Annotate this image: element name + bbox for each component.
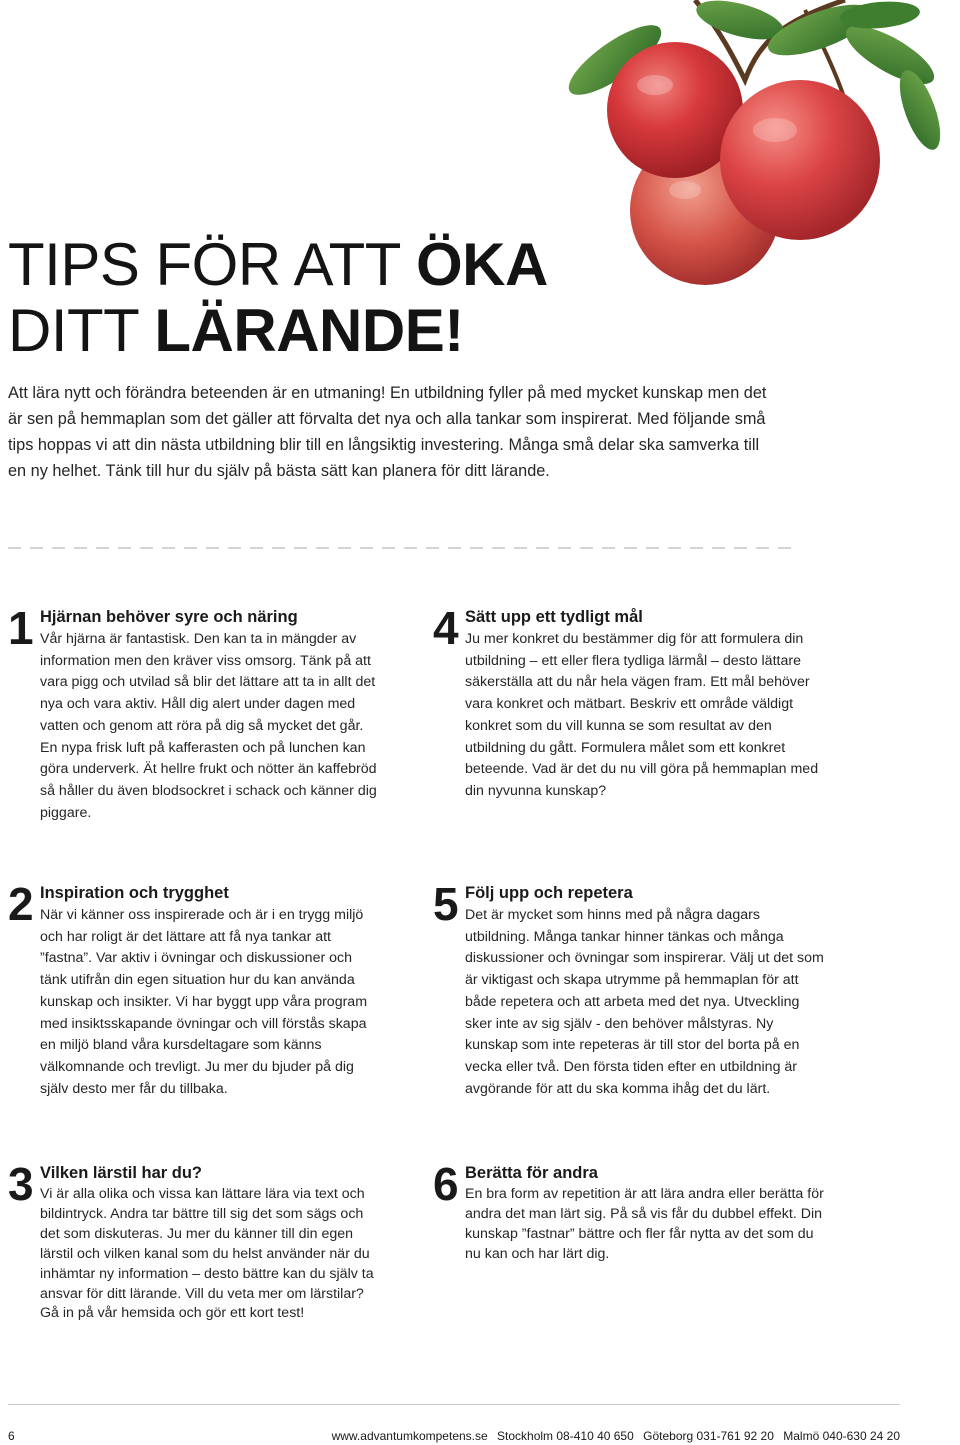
tip-body: Vår hjärna är fantastisk. Den kan ta in mängder av information men den kräver viss omsorg. Tänk på att vara pigg och utvilad så blir det lättare att ta in allt det nya och vara aktiv. Håll dig alert under dagen med vatten och genom att röra på dig så mycket det går. En nypa frisk luft på kafferasten och på lunchen kan göra underverk. Ät hellre frukt och nötter än kaffebröd så håller du även blodsockret i schack och känner dig piggare.: [40, 631, 377, 821]
tip-2: [8, 878, 380, 1100]
tip-body: Ju mer konkret du bestämmer dig för att formulera din utbildning – ett eller flera tydliga lärmål – desto lättare säkerställa att du når hela vägen fram. Ett mål behöver vara konkret och mätbart. Beskriv ett område väldigt konkret som du vill kunna se som resultat av den utbildning du gått. Formulera målet som ett konkret beteende. Vad är det du nu vill göra på hemmaplan med din nyvunna kunskap?: [465, 631, 819, 799]
tip-number: 1: [8, 602, 34, 654]
tip-6: [433, 1158, 825, 1265]
tip-number: 6: [433, 1158, 459, 1210]
apples-illustration: [545, 0, 960, 310]
tip-body: När vi känner oss inspirerade och är i en trygg miljö och har roligt är det lättare att få nya tankar att ”fastna”. Var aktiv i övningar och diskussioner och tänk utifrån din egen situation hur du kan använda kunskap och insikter. Vi har byggt upp våra program med insiktsskapande övningar och vill förstås skapa en miljö bland våra kursdeltagare som känns välkomnande och trevligt. Ju mer du bjuder på dig själv desto mer får du tillbaka.: [40, 907, 368, 1097]
tip-heading: Vilken lärstil har du?: [40, 1164, 202, 1182]
tip-5: [433, 878, 825, 1100]
tip-heading: Följ upp och repetera: [465, 884, 633, 902]
malmo-phone: Malmö 040-630 24 20: [783, 1429, 900, 1443]
title-line2-light: DITT: [8, 297, 155, 364]
tip-number: 2: [8, 878, 34, 930]
tip-heading: Hjärnan behöver syre och näring: [40, 608, 298, 626]
title-line2-bold: LÄRANDE!: [154, 297, 464, 364]
title-line1-bold: ÖKA: [416, 231, 548, 298]
footer-divider: [8, 1404, 900, 1405]
tip-body: Vi är alla olika och vissa kan lättare lära via text och bildintryck. Andra tar bättre till sig det som sägs och det som diskuteras. Ju mer du känner till din egen lärstil och vilken kanal som du helst använder när du inhämtar ny information – desto bättre kan du själv ta ansvar för ditt lärande. Vill du veta mer om lärstilar? Gå in på vår hemsida och gör ett kort test!: [40, 1186, 374, 1322]
tip-4: [433, 602, 825, 803]
intro-paragraph: Att lära nytt och förändra beteenden är en utmaning! En utbildning fyller på med mycket kunskap men det är sen på hemmaplan som det gäller att förvalta det nya och alla tankar som inspirerat. Med följande små tips hoppas vi att din nästa utbildning blir till en långsiktig investering. Många små delar ska samverka till en ny helhet. Tänk till hur du själv på bästa sätt kan planera för ditt lärande.: [8, 384, 767, 480]
tip-heading: Inspiration och trygghet: [40, 884, 229, 902]
title-line1-light: TIPS FÖR ATT: [8, 231, 416, 298]
tip-number: 4: [433, 602, 459, 654]
goteborg-phone: Göteborg 031-761 92 20: [643, 1429, 774, 1443]
tip-body: En bra form av repetition är att lära andra eller berätta för andra det man lärt sig. På så vis får du dubbel effekt. Din kunskap ”fastnar” bättre och fler får nytta av det som du nu kan och har lärt dig.: [465, 1186, 824, 1262]
dashed-divider: [8, 546, 800, 550]
tip-body: Det är mycket som hinns med på några dagars utbildning. Många tankar hinner tänkas och många diskussioner och övningar som inspirerar. Välj ut det som är viktigast och skapa utrymme på hemmaplan för att både repetera och att arbeta med det nya. Utveckling sker inte av sig själv - den behöver målstyras. Ny kunskap som inte repeteras är till stor del borta på en vecka eller två. Den första tiden efter en utbildning är avgörande för att du ska komma ihåg det du lärt.: [465, 907, 824, 1097]
tip-1: [8, 602, 380, 824]
page-number: 6: [8, 1429, 15, 1443]
stockholm-phone: Stockholm 08-410 40 650: [497, 1429, 634, 1443]
website-link[interactable]: www.advantumkompetens.se: [331, 1429, 488, 1443]
tip-number: 5: [433, 878, 459, 930]
tip-heading: Berätta för andra: [465, 1164, 598, 1182]
page-title: [8, 232, 548, 364]
footer-contact: [326, 1429, 900, 1443]
tip-3: [8, 1158, 380, 1324]
tip-heading: Sätt upp ett tydligt mål: [465, 608, 643, 626]
tip-number: 3: [8, 1158, 34, 1210]
